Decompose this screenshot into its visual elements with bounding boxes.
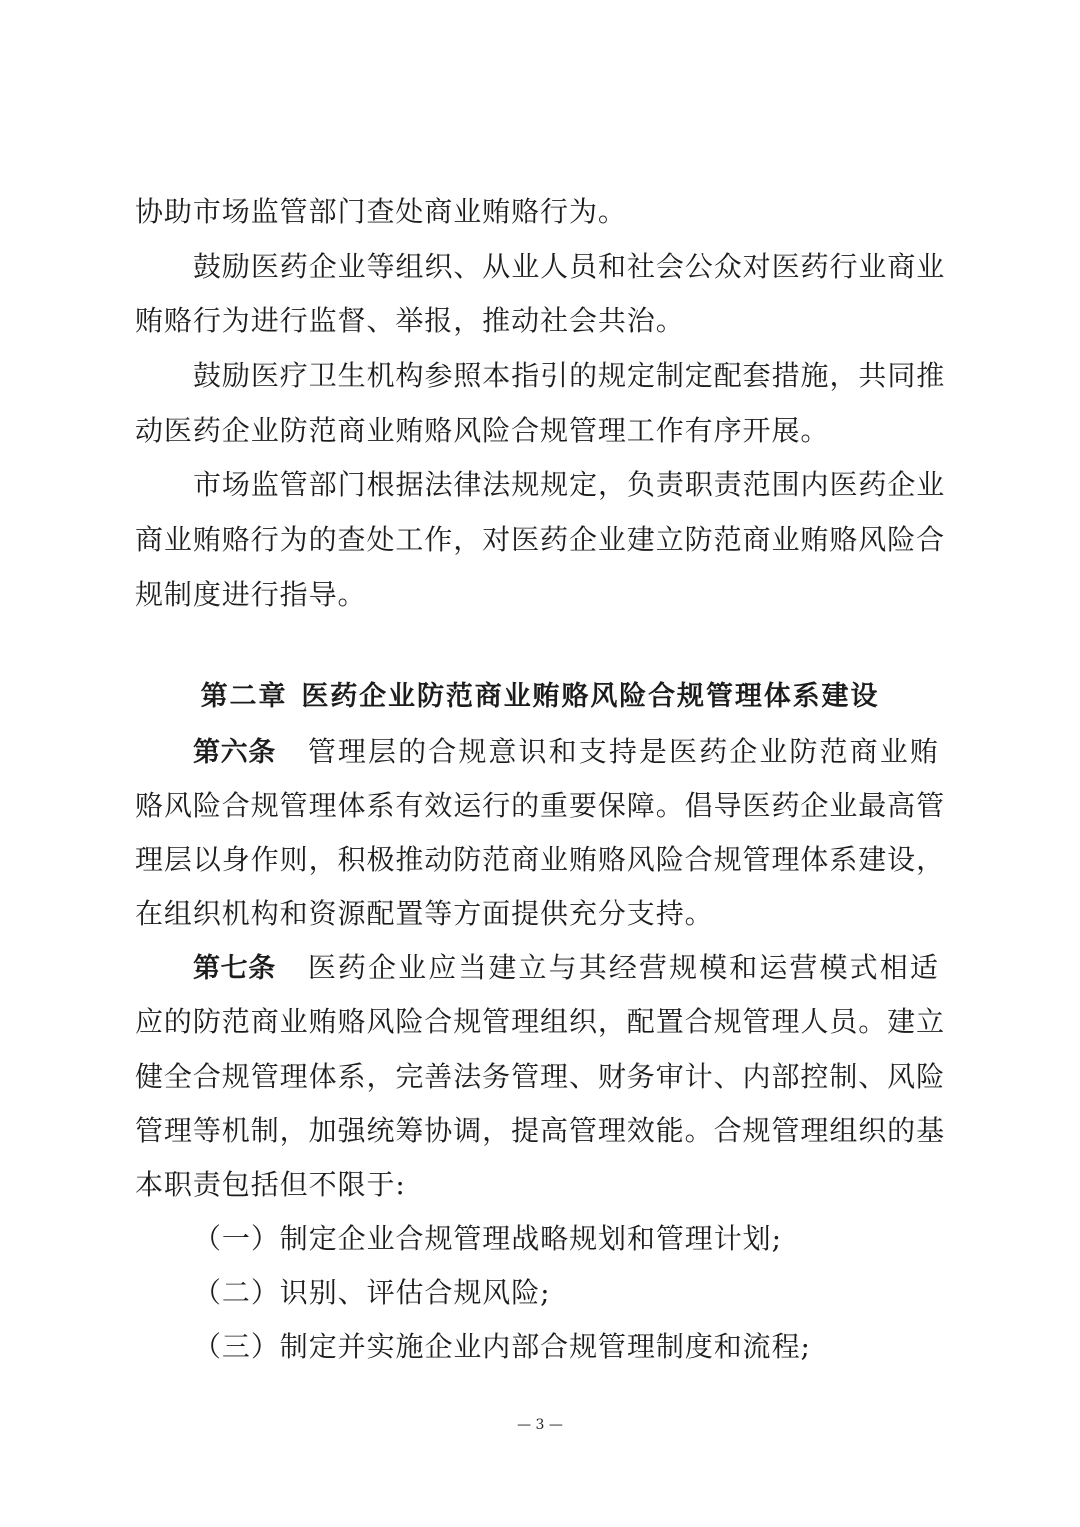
paragraph-line: 本职责包括但不限于: (135, 1167, 406, 1201)
body-text-section-2 (135, 725, 945, 1374)
continued-paragraph (135, 185, 945, 240)
article-first-line (135, 725, 945, 779)
paragraph-line: 管理等机制，加强统筹协调，提高管理效能。合规管理组织的基 (135, 1113, 946, 1147)
paragraph-line: 应的防范商业贿赂风险合规管理组织，配置合规管理人员。建立 (135, 1005, 946, 1039)
article-6 (135, 725, 945, 941)
paragraph-line: 管理层的合规意识和支持是医药企业防范商业贿 (307, 735, 940, 768)
paragraph-line: 规制度进行指导。 (135, 577, 367, 611)
list-item: （一）制定企业合规管理战略规划和管理计划; (193, 1221, 782, 1255)
list-item: （二）识别、评估合规风险; (193, 1275, 551, 1309)
article-first-line (135, 941, 945, 995)
chapter-title: 医药企业防范商业贿赂风险合规管理体系建设 (301, 681, 880, 712)
paragraph-line: 鼓励医药企业等组织、从业人员和社会公众对医药行业商业 (193, 249, 946, 283)
list-item: （三）制定并实施企业内部合规管理制度和流程; (193, 1330, 811, 1364)
paragraph-line: 医药企业应当建立与其经营规模和运营模式相适 (307, 951, 940, 985)
paragraph-line: 健全合规管理体系，完善法务管理、财务审计、内部控制、风险 (135, 1059, 946, 1093)
chapter-heading (0, 670, 1080, 724)
paragraph-line: 市场监管部门根据法律法规规定，负责职责范围内医药企业 (193, 468, 946, 502)
article-7 (135, 941, 945, 1211)
paragraph-line: 赂风险合规管理体系有效运行的重要保障。倡导医药企业最高管 (135, 789, 946, 823)
paragraph-line: 动医药企业防范商业贿赂风险合规管理工作有序开展。 (135, 413, 830, 447)
paragraph-line: 协助市场监管部门查处商业贿赂行为。 (135, 195, 627, 228)
body-text-section-1 (135, 185, 945, 623)
paragraph (135, 458, 945, 622)
paragraph-line: 鼓励医疗卫生机构参照本指引的规定制定配套措施，共同推 (193, 359, 946, 393)
article-label: 第六条 (193, 737, 276, 768)
paragraph-line: 贿赂行为进行监督、举报，推动社会共治。 (135, 304, 685, 338)
duty-list (135, 1212, 945, 1374)
paragraph (135, 240, 945, 349)
paragraph-line: 理层以身作则，积极推动防范商业贿赂风险合规管理体系建设， (135, 843, 946, 877)
article-label: 第七条 (193, 953, 276, 985)
page-number: — 3 — (517, 1417, 563, 1433)
paragraph-line: 在组织机构和资源配置等方面提供充分支持。 (135, 897, 714, 931)
paragraph (135, 349, 945, 458)
paragraph-line: 商业贿赂行为的查处工作，对医药企业建立防范商业贿赂风险合 (135, 523, 946, 557)
chapter-number: 第二章 (200, 681, 288, 712)
